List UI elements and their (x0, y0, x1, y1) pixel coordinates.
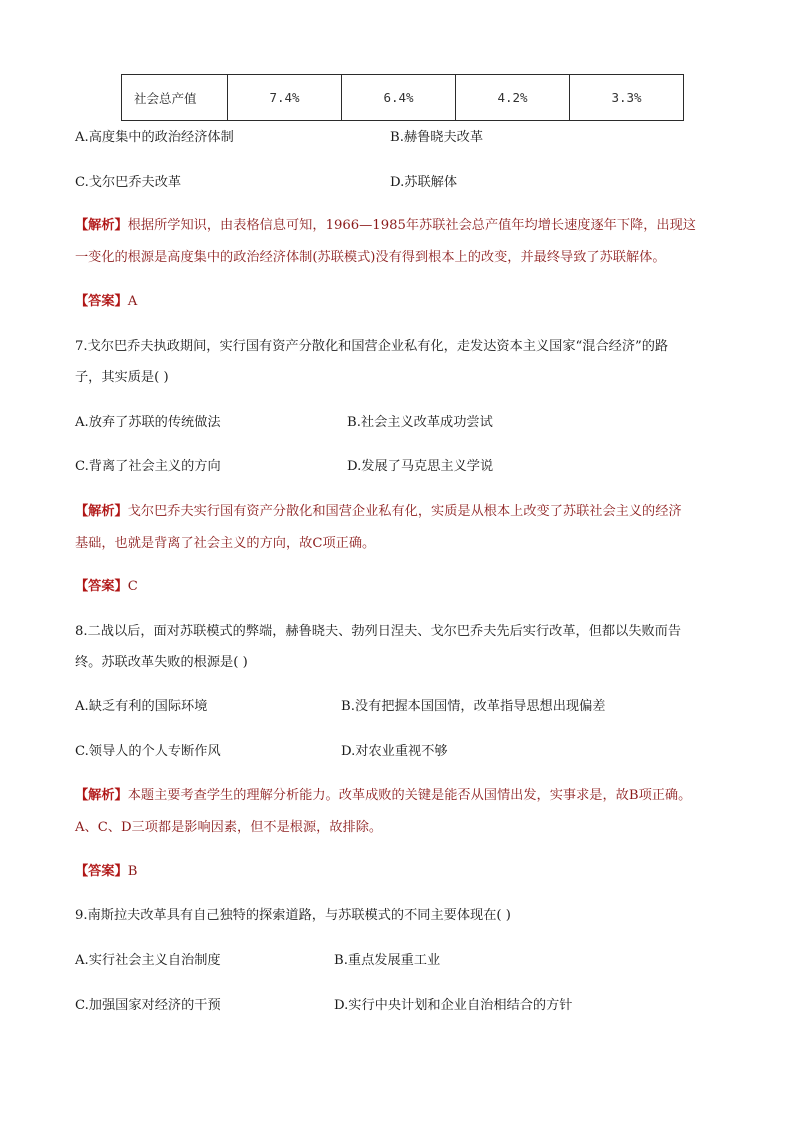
q7-option-b: B.社会主义改革成功尝试 (347, 415, 493, 430)
analysis-text: 根据所学知识，由表格信息可知， (127, 218, 326, 233)
q8-option-b: B.没有把握本国国情，改革指导思想出现偏差 (341, 699, 606, 714)
answer-tag: 【答案】 (75, 579, 128, 594)
q6-option-b: B.赫鲁晓夫改革 (390, 130, 484, 145)
q8-stem-line1: 8.二战以后，面对苏联模式的弊端，赫鲁晓夫、勃列日涅夫、戈尔巴乔夫先后实行改革，但都以失败而告 (75, 624, 682, 639)
q9-option-d: D.实行中央计划和企业自治相结合的方针 (334, 998, 573, 1013)
analysis-tag: 【解析】 (75, 504, 128, 519)
q6-option-c: C.戈尔巴乔夫改革 (75, 175, 182, 190)
q9-stem-line1: 9.南斯拉夫改革具有自己独特的探索道路，与苏联模式的不同主要体现在( ) (75, 908, 511, 923)
q6-answer (75, 292, 137, 312)
q6-option-a: A.高度集中的政治经济体制 (75, 130, 234, 145)
q7-answer (75, 577, 138, 597)
analysis-tag: 【解析】 (75, 218, 128, 233)
q9-option-c: C.加强国家对经济的干预 (75, 998, 221, 1013)
answer-tag: 【答案】 (75, 294, 128, 309)
q8-option-a: A.缺乏有利的国际环境 (75, 699, 208, 714)
table-cell: 7.4% (228, 75, 342, 121)
answer-value: A (127, 294, 138, 309)
answer-value: C (127, 579, 138, 594)
q9-option-b: B.重点发展重工业 (334, 953, 441, 968)
q8-analysis-line1 (75, 786, 691, 806)
answer-value: B (127, 864, 138, 879)
q7-option-d: D.发展了马克思主义学说 (347, 459, 494, 474)
q7-analysis-line1 (75, 502, 682, 522)
q8-option-c: C.领导人的个人专断作风 (75, 744, 221, 759)
q8-stem-line2: 终。苏联改革失败的根源是( ) (75, 655, 248, 670)
analysis-text: 戈尔巴乔夫实行国有资产分散化和国营企业私有化，实质是从根本上改变了苏联社会主义的经济 (127, 504, 682, 519)
q8-analysis-line2: A、C、D三项都是影响因素，但不是根源，故排除。 (75, 820, 383, 835)
q8-option-d: D.对农业重视不够 (341, 744, 448, 759)
q6-analysis-line2: 一变化的根源是高度集中的政治经济体制(苏联模式)没有得到根本上的改变，并最终导致了苏联解体。 (75, 250, 666, 265)
q7-stem-line2: 子，其实质是( ) (75, 370, 169, 385)
analysis-text: 1966—1985年苏联社会总产值年均增长速度逐年下降，出现这 (325, 218, 696, 233)
table-cell: 3.3% (570, 75, 684, 121)
q6-option-d: D.苏联解体 (390, 175, 458, 190)
statistics-table (121, 74, 684, 121)
table-row-label: 社会总产值 (122, 75, 228, 121)
analysis-text: 本题主要考查学生的理解分析能力。改革成败的关键是能否从国情出发，实事求是，故B项正确。 (127, 788, 692, 803)
table-cell: 6.4% (342, 75, 456, 121)
q7-option-c: C.背离了社会主义的方向 (75, 459, 221, 474)
table-row (122, 75, 684, 121)
q7-option-a: A.放弃了苏联的传统做法 (75, 415, 221, 430)
q7-stem-line1: 7.戈尔巴乔夫执政期间，实行国有资产分散化和国营企业私有化，走发达资本主义国家“混合经济”的路 (75, 339, 669, 354)
table-cell: 4.2% (456, 75, 570, 121)
q8-answer (75, 862, 137, 882)
answer-tag: 【答案】 (75, 864, 128, 879)
q7-analysis-line2: 基础，也就是背离了社会主义的方向，故C项正确。 (75, 536, 376, 551)
analysis-tag: 【解析】 (75, 788, 128, 803)
q6-analysis-line1 (75, 216, 696, 236)
q9-option-a: A.实行社会主义自治制度 (75, 953, 221, 968)
